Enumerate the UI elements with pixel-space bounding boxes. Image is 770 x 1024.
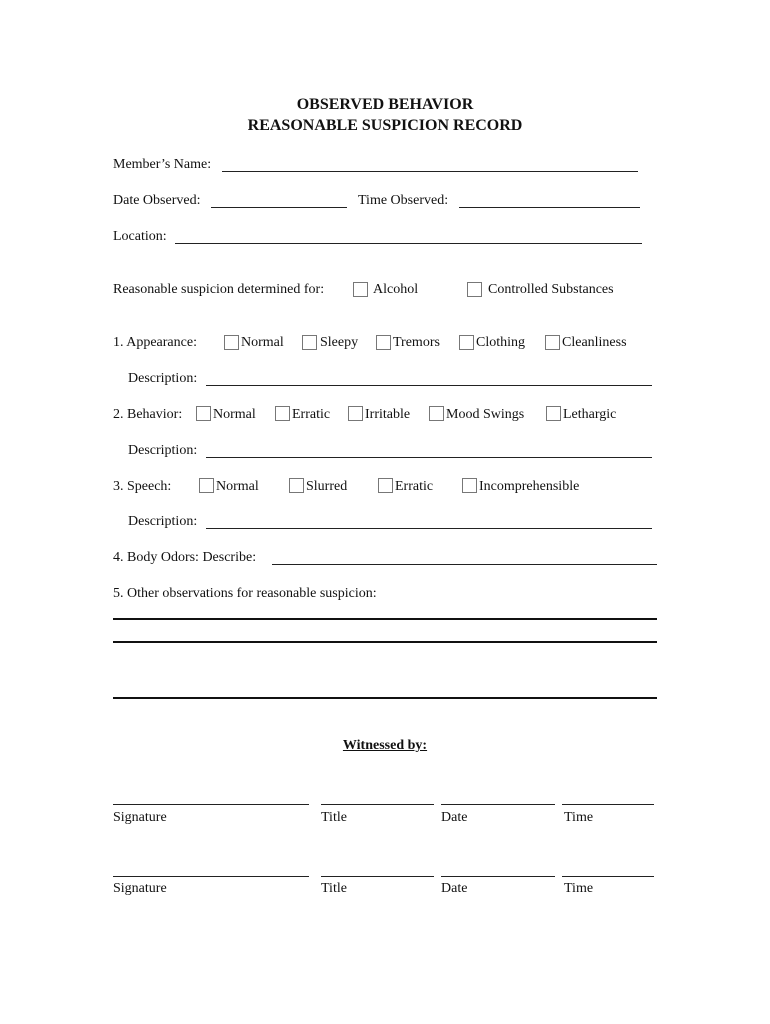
form-title-line1: OBSERVED BEHAVIOR [296, 96, 474, 113]
speech-incomprehensible-checkbox[interactable] [462, 478, 477, 493]
witnessed-by-heading: Witnessed by: [342, 738, 428, 753]
behavior-lethargic-checkbox[interactable] [546, 406, 561, 421]
witness2-time-line[interactable] [562, 876, 654, 877]
location-field[interactable] [175, 243, 642, 244]
form-title-line2: REASONABLE SUSPICION RECORD [247, 117, 523, 134]
behavior-mood-swings-checkbox[interactable] [429, 406, 444, 421]
suspicion-label: Reasonable suspicion determined for: [113, 282, 325, 297]
witness1-time-line[interactable] [562, 804, 654, 805]
appearance-normal-label: Normal [241, 335, 284, 350]
behavior-description-label: Description: [128, 443, 198, 458]
behavior-normal-checkbox[interactable] [196, 406, 211, 421]
time-observed-label: Time Observed: [358, 193, 449, 208]
date-observed-field[interactable] [211, 207, 347, 208]
behavior-label: 2. Behavior: [113, 407, 183, 422]
appearance-description-field[interactable] [206, 385, 652, 386]
time-observed-field[interactable] [459, 207, 640, 208]
witness2-title-line[interactable] [321, 876, 434, 877]
witness2-date-line[interactable] [441, 876, 555, 877]
speech-erratic-checkbox[interactable] [378, 478, 393, 493]
controlled-substances-checkbox[interactable] [467, 282, 482, 297]
behavior-irritable-checkbox[interactable] [348, 406, 363, 421]
witness1-signature-label: Signature [113, 810, 167, 825]
appearance-tremors-checkbox[interactable] [376, 335, 391, 350]
appearance-sleepy-label: Sleepy [320, 335, 359, 350]
witness2-time-label: Time [564, 881, 594, 896]
members-name-field[interactable] [222, 171, 638, 172]
witness1-title-label: Title [321, 810, 347, 825]
appearance-sleepy-checkbox[interactable] [302, 335, 317, 350]
speech-slurred-checkbox[interactable] [289, 478, 304, 493]
controlled-substances-option-label: Controlled Substances [488, 282, 614, 297]
witness1-time-label: Time [564, 810, 594, 825]
date-observed-label: Date Observed: [113, 193, 201, 208]
speech-normal-label: Normal [216, 479, 259, 494]
speech-label: 3. Speech: [113, 479, 172, 494]
body-odors-field[interactable] [272, 564, 657, 565]
appearance-normal-checkbox[interactable] [224, 335, 239, 350]
appearance-description-label: Description: [128, 371, 198, 386]
witness2-signature-label: Signature [113, 881, 167, 896]
behavior-normal-label: Normal [213, 407, 256, 422]
speech-erratic-label: Erratic [395, 479, 434, 494]
speech-normal-checkbox[interactable] [199, 478, 214, 493]
other-observations-line[interactable] [113, 641, 657, 643]
behavior-erratic-label: Erratic [292, 407, 331, 422]
witness1-title-line[interactable] [321, 804, 434, 805]
witness1-date-line[interactable] [441, 804, 555, 805]
appearance-tremors-label: Tremors [393, 335, 440, 350]
behavior-erratic-checkbox[interactable] [275, 406, 290, 421]
other-observations-label: 5. Other observations for reasonable suspicion: [113, 586, 377, 601]
appearance-clothing-label: Clothing [476, 335, 526, 350]
speech-incomprehensible-label: Incomprehensible [479, 479, 580, 494]
other-observations-line[interactable] [113, 618, 657, 620]
members-name-label: Member’s Name: [113, 157, 212, 172]
appearance-label: 1. Appearance: [113, 335, 197, 350]
speech-description-label: Description: [128, 514, 198, 529]
behavior-irritable-label: Irritable [365, 407, 411, 422]
speech-description-field[interactable] [206, 528, 652, 529]
speech-slurred-label: Slurred [306, 479, 348, 494]
witness1-date-label: Date [441, 810, 468, 825]
alcohol-option-label: Alcohol [373, 282, 419, 297]
appearance-clothing-checkbox[interactable] [459, 335, 474, 350]
location-label: Location: [113, 229, 167, 244]
witness2-date-label: Date [441, 881, 468, 896]
appearance-cleanliness-checkbox[interactable] [545, 335, 560, 350]
alcohol-checkbox[interactable] [353, 282, 368, 297]
appearance-cleanliness-label: Cleanliness [562, 335, 627, 350]
behavior-description-field[interactable] [206, 457, 652, 458]
body-odors-label: 4. Body Odors: Describe: [113, 550, 257, 565]
other-observations-line[interactable] [113, 697, 657, 699]
witness2-signature-line[interactable] [113, 876, 309, 877]
witness1-signature-line[interactable] [113, 804, 309, 805]
witness2-title-label: Title [321, 881, 347, 896]
behavior-mood-swings-label: Mood Swings [446, 407, 525, 422]
behavior-lethargic-label: Lethargic [563, 407, 617, 422]
